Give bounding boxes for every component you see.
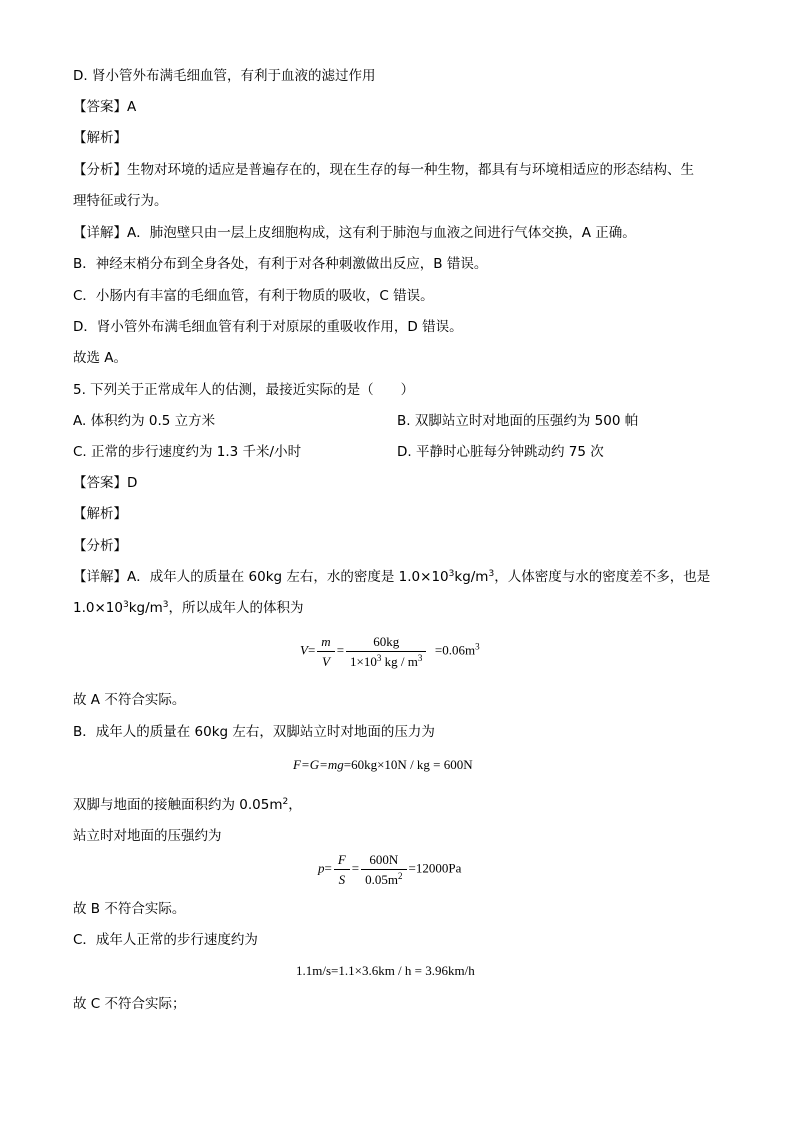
option-c: C. 正常的步行速度约为 1.3 千米/小时: [73, 444, 302, 460]
equation-force: F=G=mg=60kg×10N / kg = 600N: [293, 757, 473, 772]
detail-d: D．肾小管外布满毛细血管有利于对原尿的重吸收作用，D 错误。: [73, 319, 463, 335]
analysis-text-1: 【分析】生物对环境的适应是普遍存在的，现在生存的每一种生物，都具有与环境相适应的形态结构、生: [73, 162, 694, 178]
analysis-text-2: 理特征或行为。: [73, 193, 168, 209]
option-a: A. 体积约为 0.5 立方米: [73, 413, 216, 429]
conclusion-b: 故 B 不符合实际。: [73, 901, 186, 917]
contact-area: 双脚与地面的接触面积约为 $0.05m^2$，: [73, 797, 302, 813]
equation-pressure: p= $\frac{F}{S}$ = $\frac{600N}{0.05m^2}$ =12000Pa: [318, 852, 462, 887]
answer-label: 【答案】A: [73, 99, 137, 115]
equation-volume: V= $\frac{m}{V}$ = $\frac{60kg}{1\times 10^3 kg / m^3}$ $=0.06m^3$: [300, 634, 480, 669]
conclusion-a: 故 A 不符合实际。: [73, 692, 186, 708]
detail-a-line-1: 【详解】A．成年人的质量在 60kg 左右，水的密度是 $1.0\times 10^3kg/m^3$，人体密度与水的密度差不多，也是: [73, 569, 711, 585]
equation-speed: 1.1m/s=1.1×3.6km / h = 3.96km/h: [296, 963, 475, 978]
question-stem: 5. 下列关于正常成年人的估测，最接近实际的是（ ）: [73, 382, 415, 398]
analysis-label: 【解析】: [73, 130, 127, 146]
option-d: D. 平静时心脏每分钟跳动约 75 次: [397, 444, 604, 460]
conclusion: 故选 A。: [73, 350, 128, 366]
detail-c-line-1: C．成年人正常的步行速度约为: [73, 932, 258, 948]
answer-label-2: 【答案】D: [73, 475, 138, 491]
pressure-intro: 站立时对地面的压强约为: [73, 828, 222, 844]
option-b: B. 双脚站立时对地面的压强约为 500 帕: [397, 413, 639, 429]
detail-b-line-1: B．成年人的质量在 60kg 左右，双脚站立时对地面的压力为: [73, 724, 435, 740]
detail-c: C．小肠内有丰富的毛细血管，有利于物质的吸收，C 错误。: [73, 288, 434, 304]
detail-a-line-2: $1.0\times 10^3kg/m^3$，所以成年人的体积为: [73, 600, 304, 616]
detail-a: 【详解】A．肺泡壁只由一层上皮细胞构成，这有利于肺泡与血液之间进行气体交换，A 正确。: [73, 225, 636, 241]
option-d-line: D. 肾小管外布满毛细血管，有利于血液的滤过作用: [73, 68, 376, 84]
detail-b: B．神经末梢分布到全身各处，有利于对各种刺激做出反应，B 错误。: [73, 256, 488, 272]
conclusion-c: 故 C 不符合实际；: [73, 996, 186, 1012]
analysis-label-2: 【解析】: [73, 506, 127, 522]
fenxi-label-2: 【分析】: [73, 538, 127, 554]
